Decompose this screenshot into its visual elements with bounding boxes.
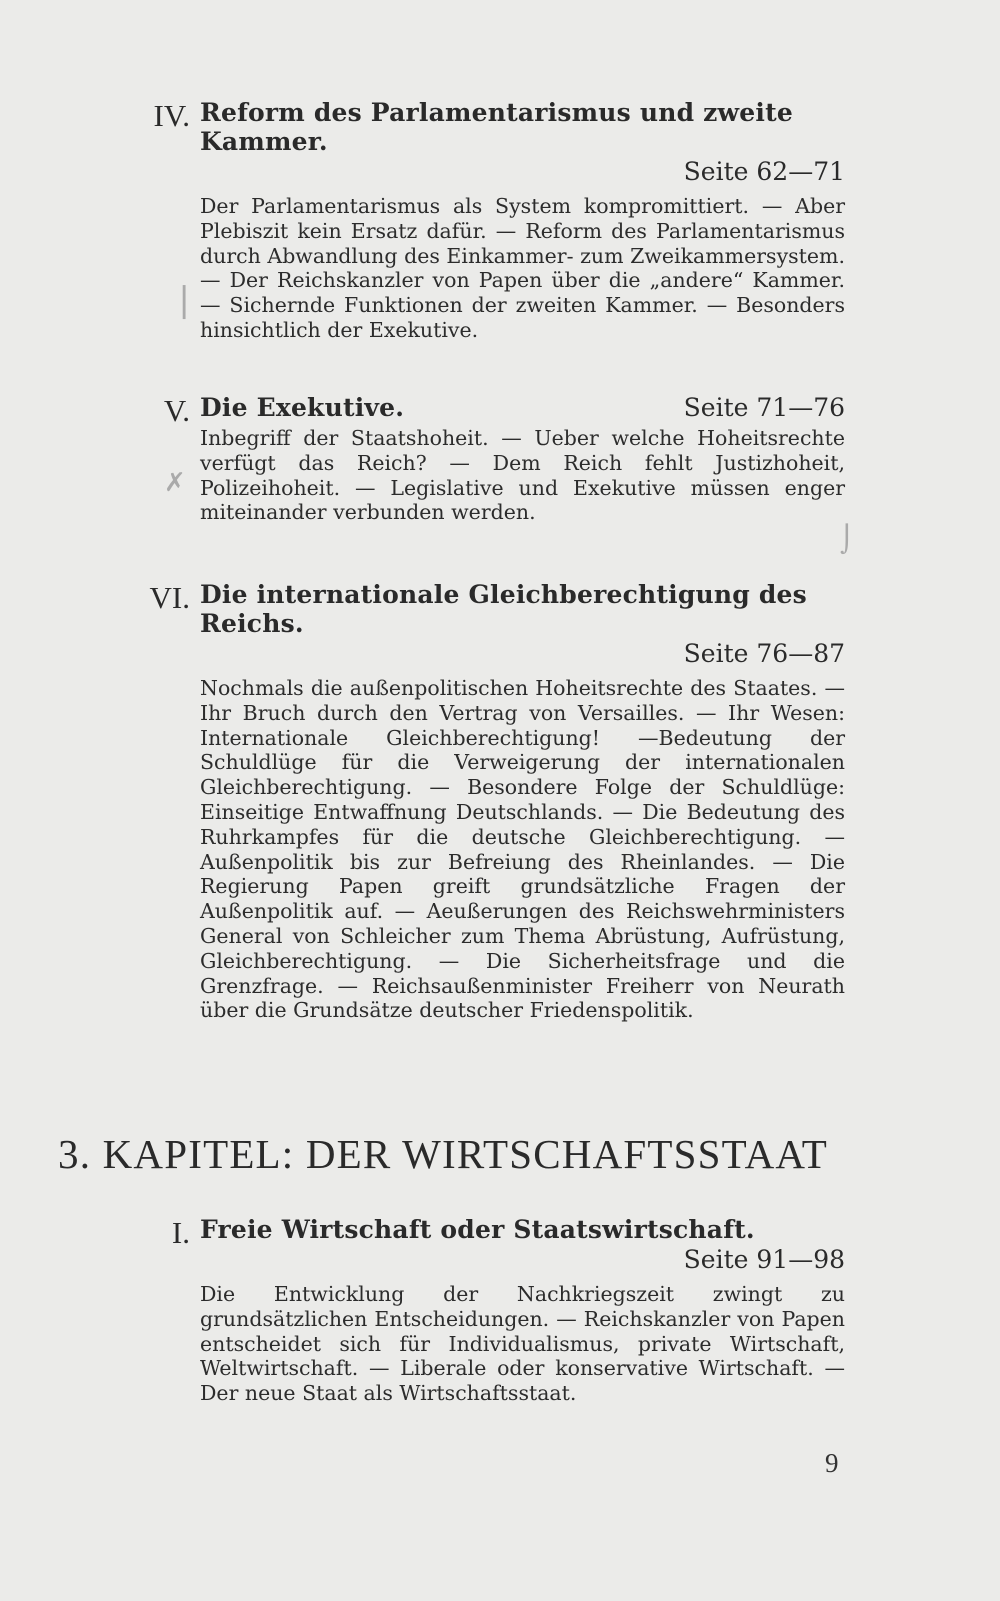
section-summary: Die Entwicklung der Nachkriegszeit zwingt zu grundsätzlichen Entscheidungen. — Reichskanzler von Papen entscheidet sich für Individualismus, private Wirtschaft, Weltwirtschaft. — Liberale oder konservative Wirtschaft. — Der neue Staat als Wirtschaftsstaat. xyxy=(200,1282,845,1406)
section-page-range: Seite 91—98 xyxy=(683,1245,845,1274)
section-heading xyxy=(149,580,845,638)
chapter-heading: 3. KAPITEL: DER WIRTSCHAFTSSTAAT xyxy=(58,1131,828,1177)
section-heading xyxy=(153,98,845,156)
section-title: Die internationale Gleichberechtigung des Reichs. xyxy=(200,580,807,638)
section-v xyxy=(163,393,845,525)
chapter-section-i xyxy=(171,1215,845,1406)
page-number: 9 xyxy=(825,1448,839,1478)
section-number: IV. xyxy=(153,98,190,133)
section-title: Freie Wirtschaft oder Staatswirtschaft. xyxy=(200,1215,755,1244)
section-title: Reform des Parlamentarismus und zweite Kammer. xyxy=(200,98,793,156)
section-iv xyxy=(153,98,845,343)
section-summary: Inbegriff der Staatshoheit. — Ueber welche Hoheitsrechte verfügt das Reich? — Dem Reich fehlt Justizhoheit, Polizeihoheit. — Legislative und Exekutive müssen enger miteinander verbunden werden. xyxy=(200,426,845,525)
section-page-range: Seite 76—87 xyxy=(683,639,845,668)
section-page-range: Seite 62—71 xyxy=(683,157,845,186)
section-page-range: Seite 71—76 xyxy=(683,393,845,422)
section-summary: Nochmals die außenpolitischen Hoheitsrechte des Staates. — Ihr Bruch durch den Vertrag von Versailles. — Ihr Wesen: Internationale Gleichberechtigung! —Bedeutung der Schuldlüge für die Verweigerung der internationalen Gleichberechtigung. — Besondere Folge der Schuldlüge: Einseitige Entwaffnung Deutschlands. — Die Bedeutung des Ruhrkampfes für die deutsche Gleichberechtigung. — Außenpolitik bis zur Befreiung des Rheinlandes. — Die Regierung Papen greift grundsätzliche Fragen der Außenpolitik auf. — Aeußerungen des Reichswehrministers General von Schleicher zum Thema Abrüstung, Aufrüstung, Gleichberechtigung. — Die Sicherheitsfrage und die Grenzfrage. — Reichsaußenminister Freiherr von Neurath über die Grundsätze deutscher Friedenspolitik. xyxy=(200,676,845,1023)
section-heading xyxy=(163,393,845,428)
pencil-hook-icon: ⌡ xyxy=(840,525,854,555)
section-title: Die Exekutive. xyxy=(200,393,405,422)
section-summary: Der Parlamentarismus als System kompromittiert. — Aber Plebiszit kein Ersatz dafür. — Reform des Parlamentarismus durch Abwandlung des Einkammer- zum Zweikammersystem. — Der Reichskanzler von Papen über die „andere“ Kammer. — Sichernde Funktionen der zweiten Kammer. — Besonders hinsichtlich der Exekutive. xyxy=(200,194,845,342)
section-number: VI. xyxy=(149,580,190,615)
pencil-mark-icon: ❘ xyxy=(170,280,199,320)
pencil-cross-icon: ✗ xyxy=(164,468,186,498)
section-number: V. xyxy=(163,393,190,428)
section-number: I. xyxy=(171,1215,190,1250)
section-vi xyxy=(149,580,845,1023)
section-heading xyxy=(171,1215,845,1250)
